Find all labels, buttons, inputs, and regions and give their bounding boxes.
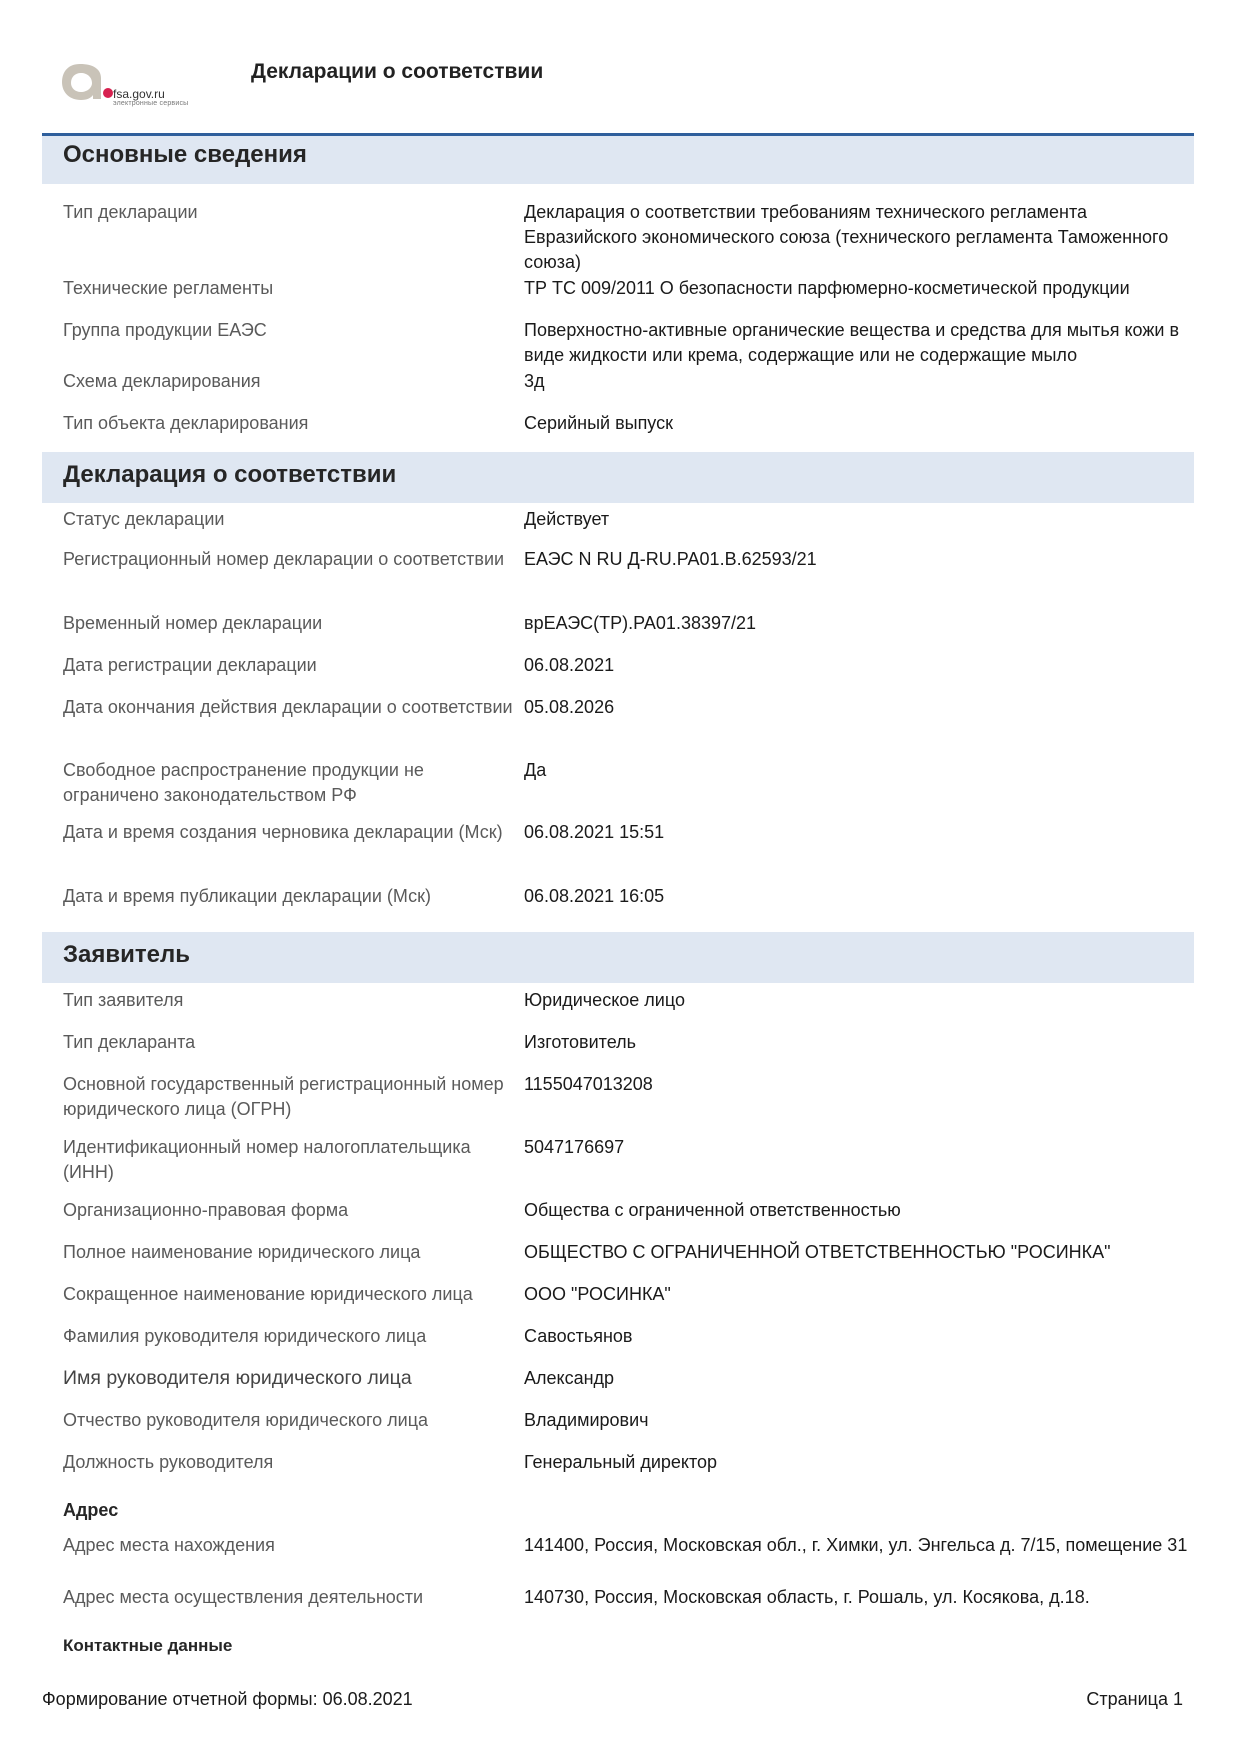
field-value: Юридическое лицо (524, 990, 685, 1010)
field-value: Общества с ограниченной ответственностью (524, 1200, 901, 1220)
contacts-heading: Контактные данные (63, 1636, 233, 1655)
field-label: Тип декларации (63, 202, 198, 222)
field-value: 1155047013208 (524, 1074, 653, 1094)
field-label: Тип заявителя (63, 990, 184, 1010)
field-label: Организационно-правовая форма (63, 1200, 349, 1220)
field-label: Дата регистрации декларации (63, 655, 317, 675)
field-value: ЕАЭС N RU Д-RU.РА01.В.62593/21 (524, 549, 817, 569)
field-value: ТР ТС 009/2011 О безопасности парфюмерно-косметической продукции (524, 278, 1130, 298)
document-title: Декларации о соответствии (251, 60, 544, 83)
section-header-declaration (42, 452, 1194, 503)
field-value: 3д (524, 371, 545, 391)
field-label: Группа продукции ЕАЭС (63, 320, 267, 340)
field-label: Адрес места осуществления деятельности (63, 1587, 424, 1607)
field-label: Фамилия руководителя юридического лица (63, 1326, 427, 1346)
field-value: Изготовитель (524, 1032, 636, 1052)
field-value: 06.08.2021 16:05 (524, 886, 665, 906)
field-value: 5047176697 (524, 1137, 625, 1157)
field-label: Отчество руководителя юридического лица (63, 1410, 429, 1430)
field-value: ООО "РОСИНКА" (524, 1284, 671, 1304)
section-title: Основные сведения (63, 141, 307, 168)
address-heading: Адрес (63, 1500, 119, 1520)
field-label: Временный номер декларации (63, 613, 323, 633)
report-generated-date: Формирование отчетной формы: 06.08.2021 (42, 1689, 413, 1709)
logo-letter-a-icon (62, 64, 101, 100)
field-label: Имя руководителя юридического лица (63, 1367, 412, 1389)
field-value: Действует (524, 509, 610, 529)
section-title: Заявитель (63, 941, 190, 968)
field-value: 06.08.2021 (524, 655, 615, 675)
field-value: Серийный выпуск (524, 413, 673, 433)
field-value: Генеральный директор (524, 1452, 718, 1472)
field-label: Тип объекта декларирования (63, 413, 309, 433)
field-label: Идентификационный номер налогоплательщика (ИНН) (63, 1137, 471, 1182)
field-label: Дата и время создания черновика декларации (Мск) (63, 822, 503, 842)
field-value: Да (524, 760, 547, 780)
field-value: ОБЩЕСТВО С ОГРАНИЧЕННОЙ ОТВЕТСТВЕННОСТЬЮ "РОСИНКА" (524, 1242, 1111, 1262)
field-label: Дата окончания действия декларации о соответствии (63, 697, 513, 717)
field-value: 05.08.2026 (524, 697, 615, 717)
field-value: Александр (524, 1368, 615, 1388)
logo-subtitle: электронные сервисы (113, 100, 189, 107)
field-value: Поверхностно-активные органические вещества и средства для мытья кожи в виде жидкости или крема, содержащие или не содержащие мыло (524, 320, 1180, 365)
field-value: 06.08.2021 15:51 (524, 822, 665, 842)
section-title: Декларация о соответствии (63, 461, 397, 488)
field-value: Владимирович (524, 1410, 649, 1430)
field-value: Савостьянов (524, 1326, 633, 1346)
field-label: Статус декларации (63, 509, 225, 529)
field-label: Дата и время публикации декларации (Мск) (63, 886, 431, 906)
field-label: Должность руководителя (63, 1452, 274, 1472)
page-number: Страница 1 (1086, 1689, 1183, 1709)
field-value: Декларация о соответствии требованиям технического регламента Евразийского экономического союза (технического регламента Таможенного союза) (524, 202, 1169, 272)
field-value: 140730, Россия, Московская область, г. Рошаль, ул. Косякова, д.18. (524, 1587, 1090, 1607)
field-label: Основной государственный регистрационный номер юридического лица (ОГРН) (63, 1074, 504, 1119)
field-label: Тип декларанта (63, 1032, 196, 1052)
section-header-main (42, 133, 1194, 184)
field-label: Полное наименование юридического лица (63, 1242, 421, 1262)
field-label: Свободное распространение продукции не ограничено законодательством РФ (63, 760, 424, 805)
logo-text: fsa.gov.ru (113, 87, 165, 101)
field-label: Схема декларирования (63, 371, 261, 391)
field-label: Регистрационный номер декларации о соответствии (63, 549, 505, 569)
field-label: Сокращенное наименование юридического лица (63, 1284, 473, 1304)
field-value: врЕАЭС(ТР).РА01.38397/21 (524, 613, 757, 633)
logo-dot-icon (103, 88, 113, 98)
field-value: 141400, Россия, Московская обл., г. Химки, ул. Энгельса д. 7/15, помещение 31 (524, 1535, 1188, 1555)
section-header-applicant (42, 932, 1194, 983)
field-label: Адрес места нахождения (63, 1535, 275, 1555)
field-label: Технические регламенты (63, 278, 274, 298)
